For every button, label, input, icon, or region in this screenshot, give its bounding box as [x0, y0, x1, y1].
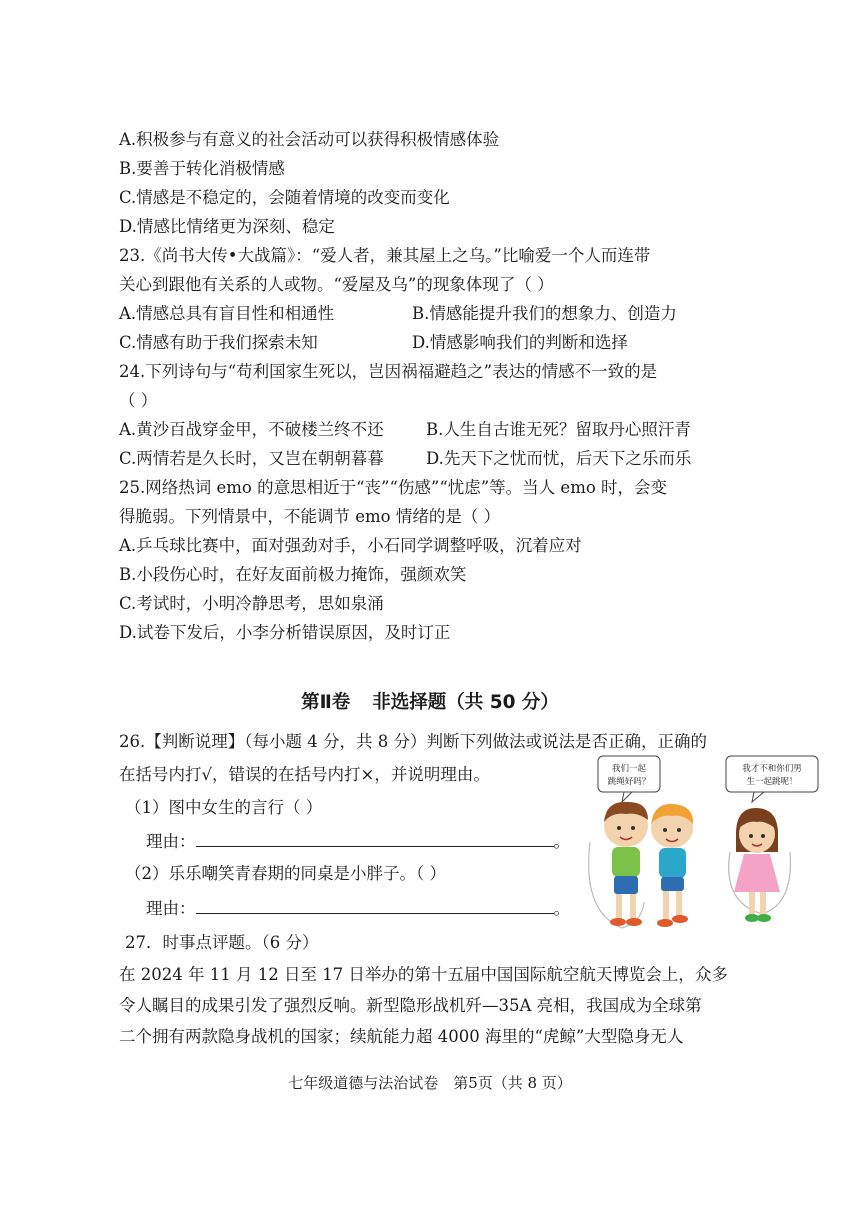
boy-figure-2 — [651, 804, 693, 927]
q25-option-c: C.考试时，小明冷静思考，思如泉涌 — [119, 594, 384, 613]
q23-option-d: D.情感影响我们的判断和选择 — [412, 333, 628, 352]
q26-reason1-label: 理由： — [146, 832, 196, 851]
q23-option-c: C.情感有助于我们探索未知 — [119, 333, 318, 352]
q26-sub1: （1）图中女生的言行（ ） — [125, 798, 323, 817]
q26-reason2-label: 理由： — [146, 899, 196, 918]
speech-bubble-girl — [726, 756, 818, 802]
q24-stem-line2: （ ） — [119, 391, 158, 410]
q22-option-b: B.要善于转化消极情感 — [119, 159, 285, 178]
q22-option-d: D.情感比情绪更为深刻、稳定 — [119, 217, 335, 236]
q26-reason1-row — [146, 830, 570, 853]
q26-illustration — [572, 752, 822, 944]
section-title: 非选择题（共 50 分） — [372, 692, 559, 713]
q24-option-b: B.人生自古谁无死？留取丹心照汗青 — [426, 420, 691, 439]
q22-option-a: A.积极参与有意义的社会活动可以获得积极情感体验 — [119, 130, 500, 149]
bubble-girl-line2: 生一起跳呢！ — [746, 777, 798, 787]
q25-option-d: D.试卷下发后，小李分析错误原因，及时订正 — [119, 623, 451, 642]
girl-figure — [734, 808, 780, 922]
q26-reason2-row — [146, 897, 570, 920]
speech-bubble-boys — [598, 756, 660, 802]
q26-reason1-blank[interactable] — [196, 830, 554, 847]
q26-reason1-period: 。 — [553, 832, 570, 851]
q25-stem-line2: 得脆弱。下列情景中，不能调节 emo 情绪的是（ ） — [119, 507, 501, 526]
q26-stem-line2: 在括号内打√，错误的在括号内打×，并说明理由。 — [119, 765, 490, 784]
q25-option-a: A.乒乓球比赛中，面对强劲对手，小石同学调整呼吸，沉着应对 — [119, 536, 582, 555]
bubble-girl-line1: 我才不和你们男 — [742, 764, 802, 774]
q26-stem-line1: 26.【判断说理】（每小题 4 分，共 8 分）判断下列做法或说法是否正确，正确的 — [119, 732, 707, 751]
q26-reason2-period: 。 — [553, 899, 570, 918]
q27-line3: 二个拥有两款隐身战机的国家；续航能力超 4000 海里的“虎鲸”大型隐身无人 — [119, 1027, 684, 1046]
q25-option-b: B.小段伤心时，在好友面前极力掩饰，强颜欢笑 — [119, 565, 467, 584]
q22-option-c: C.情感是不稳定的，会随着情境的改变而变化 — [119, 188, 450, 207]
boy-figure-1 — [604, 802, 648, 926]
q24-option-c: C.两情若是久长时，又岂在朝朝暮暮 — [119, 449, 384, 468]
q27-line2: 令人瞩目的成果引发了强烈反响。新型隐形战机歼—35A 亮相，我国成为全球第 — [119, 996, 702, 1015]
q24-option-d: D.先天下之忧而忧，后天下之乐而乐 — [426, 449, 692, 468]
q23-stem-line1: 23.《尚书大传•大战篇》：“爱人者，兼其屋上之乌。”比喻爱一个人而连带 — [119, 246, 651, 265]
section-part-label: 第Ⅱ卷 — [301, 692, 351, 713]
bubble-boys-line1: 我们一起 — [611, 764, 647, 774]
q23-stem-line2: 关心到跟他有关系的人或物。“爱屋及乌”的现象体现了（ ） — [119, 275, 554, 294]
q26-sub2: （2）乐乐嘲笑青春期的同桌是小胖子。（ ） — [125, 864, 446, 883]
q27-line1: 在 2024 年 11 月 12 日至 17 日举办的第十五届中国国际航空航天博览会上，众多 — [119, 965, 728, 984]
q24-stem-line1: 24.下列诗句与“苟利国家生死以，岂因祸福避趋之”表达的情感不一致的是 — [119, 362, 658, 381]
q24-option-a: A.黄沙百战穿金甲，不破楼兰终不还 — [119, 420, 384, 439]
q25-stem-line1: 25.网络热词 emo 的意思相近于“丧”“伤感”“忧虑”等。当人 emo 时，会变 — [119, 478, 668, 497]
q27-title: 27．时事点评题。（6 分） — [125, 933, 319, 952]
bubble-boys-line2: 跳绳好吗？ — [607, 777, 651, 787]
q23-option-a: A.情感总具有盲目性和相通性 — [119, 304, 335, 323]
q23-option-b: B.情感能提升我们的想象力、创造力 — [412, 304, 677, 323]
section-heading — [0, 688, 860, 714]
q26-reason2-blank[interactable] — [196, 897, 554, 914]
page-footer: 七年级道德与法治试卷 第5页（共 8 页） — [288, 1074, 572, 1092]
